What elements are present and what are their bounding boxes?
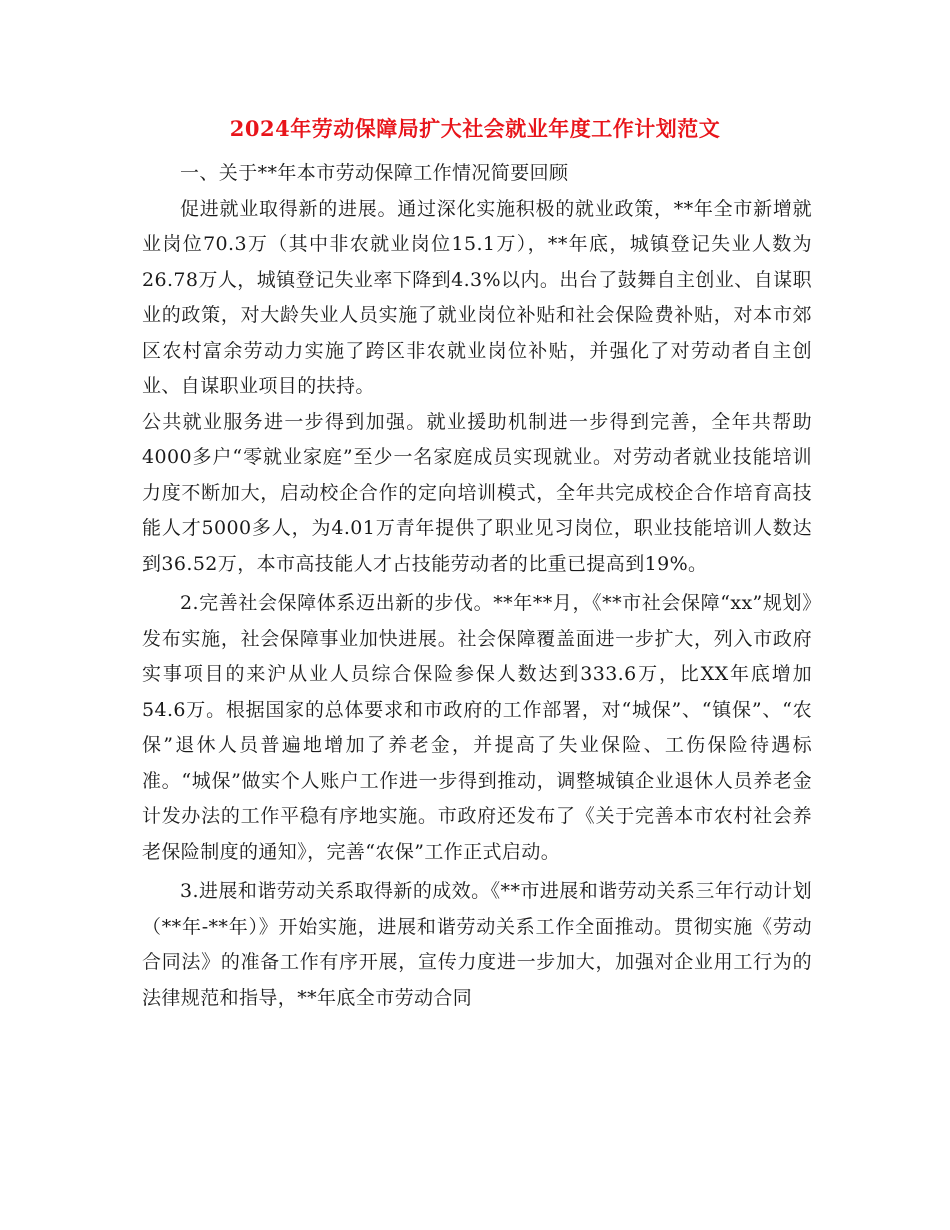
paragraph: 促进就业取得新的进展。通过深化实施积极的就业政策，**年全市新增就业岗位70.3万（其中非农就业岗位15.1万），**年底，城镇登记失业人数为26.78万人，城镇登记失业率下降到4.3%以内。出台了鼓舞自主创业、自谋职业的政策，对大龄失业人员实施了就业岗位补贴和社会保险费补贴，对本市郊区农村富余劳动力实施了跨区非农就业岗位补贴，并强化了对劳动者自主创业、自谋职业项目的扶持。	[142, 197, 812, 397]
paragraph: 3.进展和谐劳动关系取得新的成效。《**市进展和谐劳动关系三年行动计划（**年-**年）》开始实施，进展和谐劳动关系工作全面推动。贯彻实施《劳动合同法》的准备工作有序开展，宣传力度进一步加大，加强对企业用工行为的法律规范和指导，**年底全市劳动合同	[142, 880, 812, 1009]
document-title: 2024年劳动保障局扩大社会就业年度工作计划范文	[229, 116, 721, 141]
section-heading: 一、关于**年本市劳动保障工作情况简要回顾	[180, 162, 569, 184]
paragraph: 2.完善社会保障体系迈出新的步伐。**年**月，《**市社会保障“xx”规划》发布实施，社会保障事业加快进展。社会保障覆盖面进一步扩大，列入市政府实事项目的来沪从业人员综合保险参保人数达到333.6万，比XX年底增加54.6万。根据国家的总体要求和市政府的工作部署，对“城保”、“镇保”、“农保”退休人员普遍地增加了养老金，并提高了失业保险、工伤保险待遇标准。“城保”做实个人账户工作进一步得到推动，调整城镇企业退休人员养老金计发办法的工作平稳有序地实施。市政府还发布了《关于完善本市农村社会养老保险制度的通知》，完善“农保”工作正式启动。	[142, 592, 812, 863]
paragraph: 公共就业服务进一步得到加强。就业援助机制进一步得到完善，全年共帮助4000多户“零就业家庭”至少一名家庭成员实现就业。对劳动者就业技能培训力度不断加大，启动校企合作的定向培训模式，全年共完成校企合作培育高技能人才5000多人，为4.01万青年提供了职业见习岗位，职业技能培训人数达到36.52万，本市高技能人才占技能劳动者的比重已提高到19%。	[142, 410, 812, 575]
document-body	[142, 156, 812, 1016]
